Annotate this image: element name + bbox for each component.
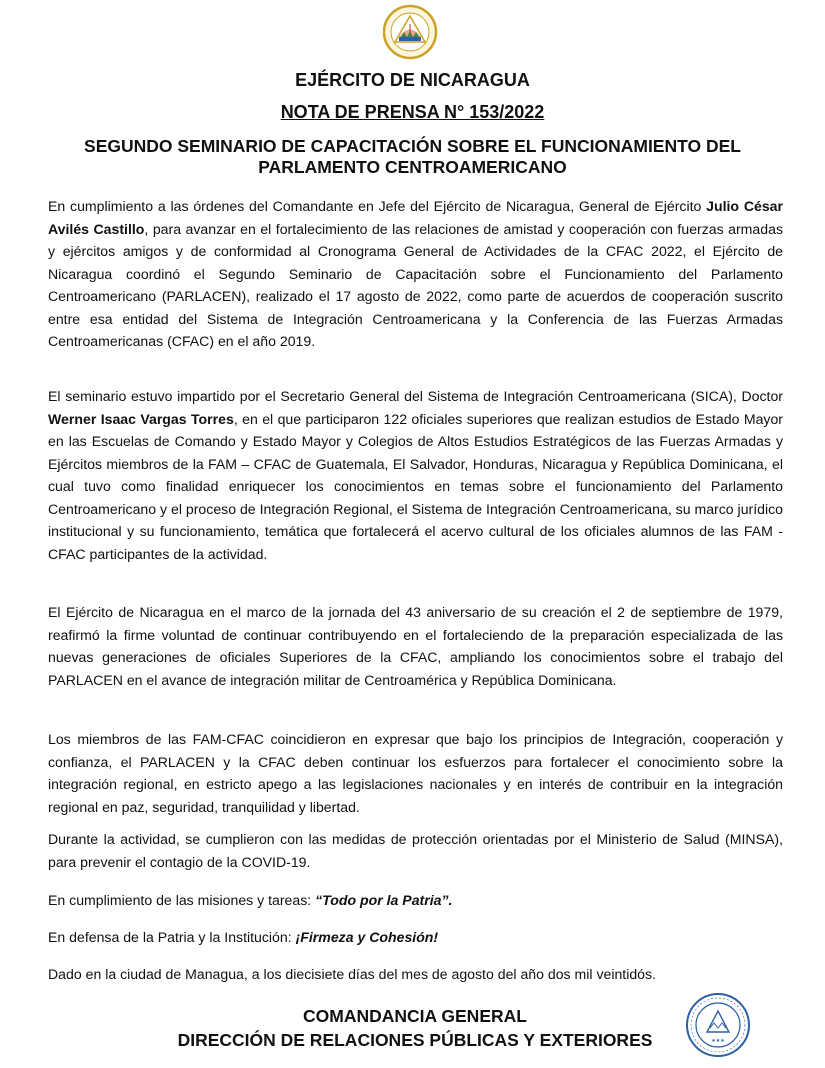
paragraph-text: En defensa de la Patria y la Institución:: [48, 929, 296, 945]
paragraph-4: [48, 728, 783, 818]
paragraph-6: [48, 889, 783, 912]
closing-date-line: Dado en la ciudad de Managua, a los diecisiete días del mes de agosto del año dos mil veintidós.: [48, 966, 656, 982]
paragraph-text: En cumplimiento a las órdenes del Comandante en Jefe del Ejército de Nicaragua, General de Ejército: [48, 198, 707, 214]
press-release-headline: SEGUNDO SEMINARIO DE CAPACITACIÓN SOBRE EL FUNCIONAMIENTO DEL PARLAMENTO CENTROAMERICANO: [84, 136, 741, 177]
commander-name: Julio César Avilés Castillo: [48, 198, 783, 237]
footer-command-title: COMANDANCIA GENERAL: [303, 1006, 527, 1026]
paragraph-text: Los miembros de las FAM-CFAC coincidieron en expresar que bajo los principios de Integración, cooperación y confianza, el PARLACEN y la CFAC deben continuar los esfuerzos para fortalecer el conocimiento sobre la integración regional, en estricto apego a las legislaciones nacionales y en interés de contribuir en la integración regional en paz, seguridad, tranquilidad y libertad.: [48, 731, 783, 815]
paragraph-1: [48, 195, 783, 353]
nicaragua-coat-of-arms-icon: [382, 4, 438, 60]
paragraph-7: [48, 926, 783, 949]
press-note-number: NOTA DE PRENSA N° 153/2022: [280, 102, 545, 122]
paragraph-8: [48, 963, 783, 986]
speaker-name: Werner Isaac Vargas Torres: [48, 410, 234, 427]
paragraph-text: El Ejército de Nicaragua en el marco de la jornada del 43 aniversario de su creación el 2 de septiembre de 1979, reafirmó la firme voluntad de continuar contribuyendo en el fortaleciendo de la preparación especializada de las nuevas generaciones de oficiales Superiores de la CFAC, ampliando los conocimientos sobre el trabajo del PARLACEN en el avance de integración militar de Centroamérica y República Dominicana.: [48, 604, 783, 688]
paragraph-text: El seminario estuvo impartido por el Secretario General del Sistema de Integración Centroamericana (SICA), Doctor: [48, 388, 783, 404]
paragraph-3: [48, 601, 783, 691]
organization-title: EJÉRCITO DE NICARAGUA: [295, 70, 530, 90]
paragraph-text: , para avanzar en el fortalecimiento de las relaciones de amistad y cooperación con fuerzas armadas y ejércitos amigos y de conformidad al Cronograma General de Actividades de la CFAC 2022, el Ejército de Nicaragua coordinó el Segundo Seminario de Capacitación sobre el Funcionamiento del Parlamento Centroamericano (PARLACEN), realizado el 17 agosto de 2022, como parte de acuerdos de cooperación suscrito entre esa entidad del Sistema de Integración Centroamericana y la Conferencia de las Fuerzas Armadas Centroamericanas (CFAC) en el año 2019.: [48, 220, 783, 349]
paragraph-text: , en el que participaron 122 oficiales superiores que realizan estudios de Estado Mayor en las Escuelas de Comando y Estado Mayor y Colegios de Altos Estudios Estratégicos de las Fuerzas Armadas y Ejércitos miembros de la FAM – CFAC de Guatemala, El Salvador, Honduras, Nicaragua y República Dominicana, el cual tuvo como finalidad enriquecer los conocimientos en temas sobre el funcionamiento del Parlamento Centroamericano y el proceso de Integración Regional, el Sistema de Integración Centroamericana, su marco jurídico institucional y su funcionamiento, temática que fortalecerá el acervo cultural de los oficiales alumnos de las FAM - CFAC participantes de la actividad.: [48, 410, 783, 562]
paragraph-text: Durante la actividad, se cumplieron con las medidas de protección orientadas por el Ministerio de Salud (MINSA), para prevenir el contagio de la COVID-19.: [48, 831, 783, 870]
footer-department-title: DIRECCIÓN DE RELACIONES PÚBLICAS Y EXTERIORES: [177, 1030, 653, 1050]
svg-text:★★★: ★★★: [711, 1038, 725, 1044]
motto-todo-por-la-patria: “Todo por la Patria”.: [315, 892, 453, 908]
public-relations-seal-icon: [685, 992, 751, 1058]
paragraph-5: [48, 828, 783, 873]
paragraph-text: En cumplimiento de las misiones y tareas:: [48, 892, 316, 908]
motto-firmeza-y-cohesion: ¡Firmeza y Cohesión!: [295, 929, 439, 945]
paragraph-2: [48, 385, 783, 565]
